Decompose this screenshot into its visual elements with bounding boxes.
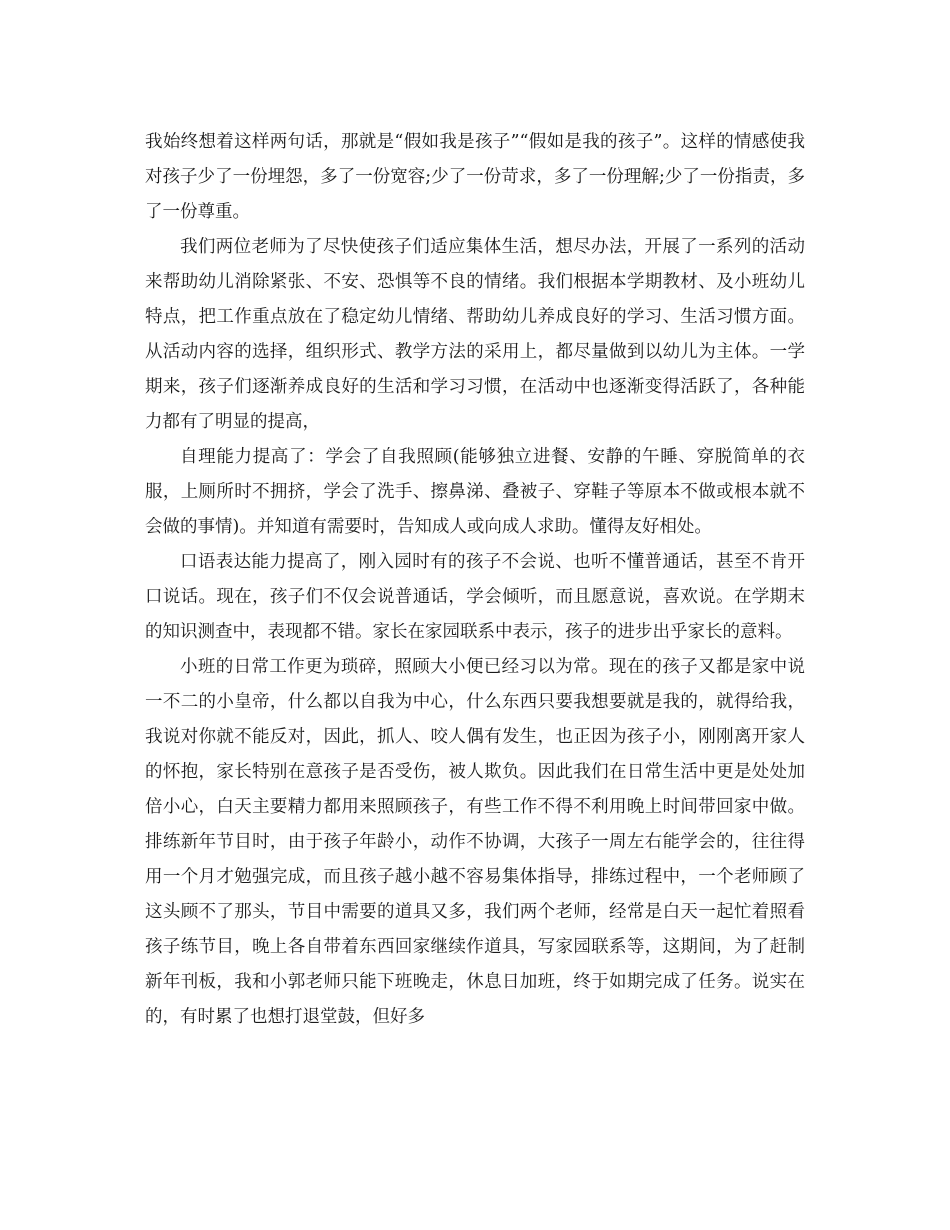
paragraph-2: 我们两位老师为了尽快使孩子们适应集体生活，想尽办法，开展了一系列的活动来帮助幼儿消除紧张、不安、恐惧等不良的情绪。我们根据本学期教材、及小班幼儿特点，把工作重点放在了稳定幼儿情绪、帮助幼儿养成良好的学习、生活习惯方面。从活动内容的选择，组织形式、教学方法的采用上，都尽量做到以幼儿为主体。一学期来，孩子们逐渐养成良好的生活和学习习惯，在活动中也逐渐变得活跃了，各种能力都有了明显的提高，	[145, 237, 805, 432]
document-body	[145, 125, 805, 1035]
paragraph-1: 我始终想着这样两句话，那就是“假如我是孩子”“假如是我的孩子”。这样的情感使我对孩子少了一份埋怨，多了一份宽容;少了一份苛求，多了一份理解;少了一份指责，多了一份尊重。	[145, 132, 805, 222]
paragraph-5: 小班的日常工作更为琐碎，照顾大小便已经习以为常。现在的孩子又都是家中说一不二的小皇帝，什么都以自我为中心，什么东西只要我想要就是我的，就得给我，我说对你就不能反对，因此，抓人、咬人偶有发生，也正因为孩子小，刚刚离开家人的怀抱，家长特别在意孩子是否受伤，被人欺负。因此我们在日常生活中更是处处加倍小心，白天主要精力都用来照顾孩子，有些工作不得不利用晚上时间带回家中做。排练新年节目时，由于孩子年龄小，动作不协调，大孩子一周左右能学会的，往往得用一个月才勉强完成，而且孩子越小越不容易集体指导，排练过程中，一个老师顾了这头顾不了那头，节目中需要的道具又多，我们两个老师，经常是白天一起忙着照看孩子练节目，晚上各自带着东西回家继续作道具，写家园联系等，这期间，为了赶制新年刊板，我和小郭老师只能下班晚走，休息日加班，终于如期完成了任务。说实在的，有时累了也想打退堂鼓，但好多	[145, 657, 805, 1027]
paragraph-3: 自理能力提高了：学会了自我照顾(能够独立进餐、安静的午睡、穿脱简单的衣服，上厕所时不拥挤，学会了洗手、擦鼻涕、叠被子、穿鞋子等原本不做或根本就不会做的事情)。并知道有需要时，告知成人或向成人求助。懂得友好相处。	[145, 447, 805, 537]
paragraph-4: 口语表达能力提高了，刚入园时有的孩子不会说、也听不懂普通话，甚至不肯开口说话。现在，孩子们不仅会说普通话，学会倾听，而且愿意说，喜欢说。在学期末的知识测查中，表现都不错。家长在家园联系中表示，孩子的进步出乎家长的意料。	[145, 552, 805, 642]
